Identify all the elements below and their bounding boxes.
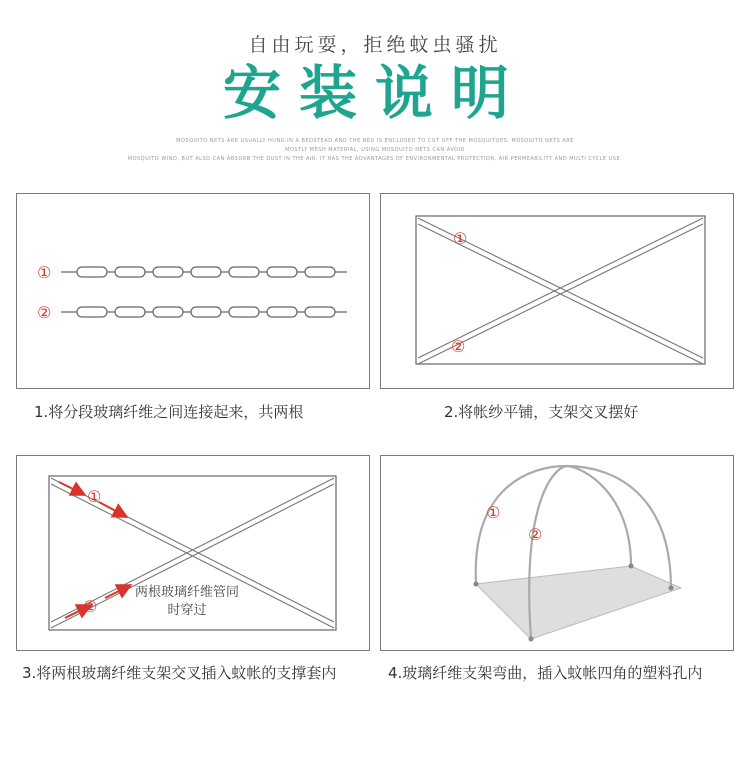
step-3-illustration <box>17 456 371 652</box>
step-2-illustration <box>381 194 735 390</box>
step-4-marker-1: ① <box>486 503 501 522</box>
step-2-marker-2: ② <box>451 337 466 356</box>
step-2-caption: 2.将帐纱平铺，支架交叉摆好 <box>444 403 639 421</box>
step-1-marker-2: ② <box>37 303 52 322</box>
step-3-inner-label: 两根玻璃纤维管同时穿过 <box>135 585 240 618</box>
page-subtitle: 自由玩耍，拒绝蚊虫骚扰 <box>248 34 502 56</box>
step-4-illustration <box>381 456 735 652</box>
page-title: 安装说明 <box>222 59 527 127</box>
step-3-marker-2: ② <box>83 597 98 616</box>
step-1-caption: 1.将分段玻璃纤维之间连接起来，共两根 <box>34 403 304 421</box>
step-3-caption: 3.将两根玻璃纤维支架交叉插入蚊帐的支撑套内 <box>22 664 337 682</box>
step-4-marker-2: ② <box>528 525 543 544</box>
step-4-caption: 4.玻璃纤维支架弯曲，插入蚊帐四角的塑料孔内 <box>388 664 703 682</box>
fine-print-line-1: MOSQUITO NETS ARE USUALLY HUNG IN A BEDSTEAD AND THE BED IS ENCLOSED TO CUT OFF THE MOSQUITOES. MOSQUITO NETS ARE <box>176 138 574 144</box>
step-2-panel <box>380 193 734 389</box>
fine-print-line-3: MOSQUITO WIND, BUT ALSO CAN ABSORB THE DUST IN THE AIR. IT HAS THE ADVANTAGES OF ENVIRONMENTAL PROTECTION, AIR PERMEABILITY AND MULTI CYCLE USE. <box>127 156 623 162</box>
fine-print-line-2: MOSTLY MESH MATERIAL, USING MOSQUITO NETS CAN AVOID <box>285 147 465 153</box>
step-3-marker-1: ① <box>87 487 102 506</box>
step-1-marker-1: ① <box>37 263 52 282</box>
step-2-marker-1: ① <box>453 229 468 248</box>
step-4-panel <box>380 455 734 651</box>
step-3-panel <box>16 455 370 651</box>
step-1-illustration <box>17 194 371 390</box>
step-1-panel <box>16 193 370 389</box>
